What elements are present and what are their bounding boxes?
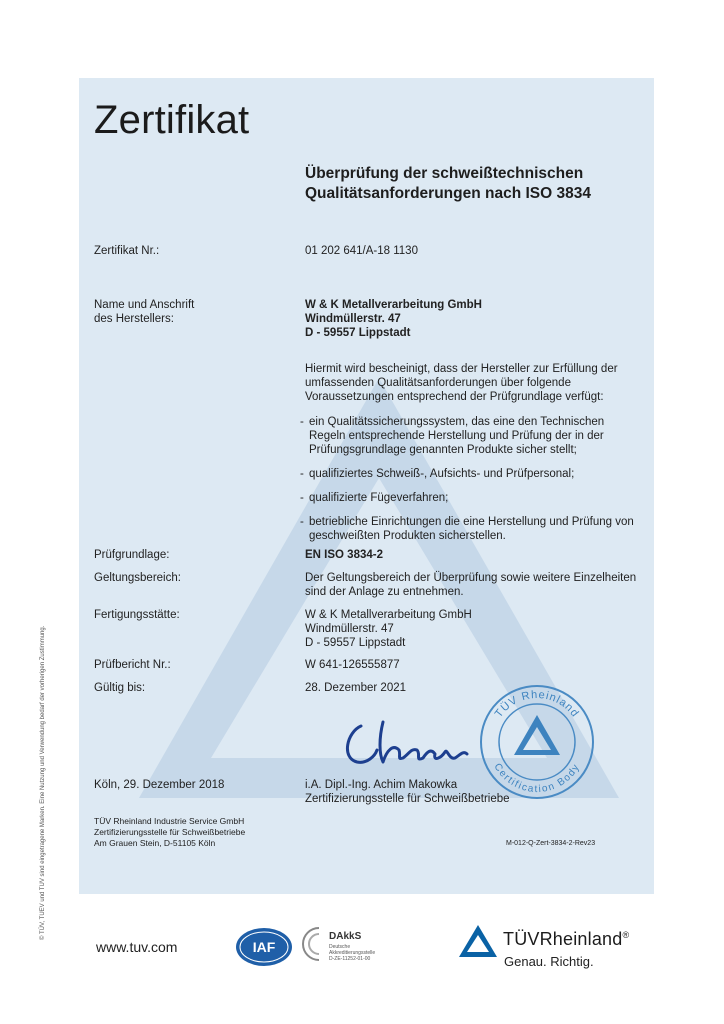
manufacturer-value: W & K Metallverarbeitung GmbH Windmüllerstr. 47 D - 59557 Lippstadt [305,299,482,339]
dakks-logo [299,922,394,970]
tuv-slogan: Genau. Richtig. [504,954,594,969]
test-basis-label: Prüfgrundlage: [94,549,170,561]
valid-until-value: 28. Dezember 2021 [305,682,407,694]
certificate-title: Zertifikat [94,98,250,142]
tuv-triangle-icon [458,924,498,958]
iaf-logo-icon [235,927,293,967]
document-code: M-012-Q-Zert-3834-2-Rev23 [506,840,596,847]
scope-value: Der Geltungsbereich der Überprüfung sowie weitere Einzelheiten sind der Anlage zu entnehmen. [305,572,637,598]
certificate-number-value: 01 202 641/A-18 1130 [305,245,418,257]
test-basis-value: EN ISO 3834-2 [305,549,383,561]
test-report-value: W 641-126555877 [305,659,400,671]
iaf-text: IAF [252,939,276,955]
scope-label: Geltungsbereich: [94,572,181,584]
valid-until-label: Gültig bis: [94,682,146,694]
registered-mark: ® [622,930,630,940]
signature-icon [337,714,487,774]
production-site-label: Fertigungsstätte: [94,609,180,621]
dakks-name: DAkkS [329,931,362,942]
tuv-brand-name: TÜVRheinland [503,929,623,949]
requirements-list [300,415,640,553]
requirement-item: - qualifiziertes Schweiß-, Aufsichts- und Prüfpersonal; [300,467,640,481]
place-date: Köln, 29. Dezember 2018 [94,779,225,791]
stamp-bottom-text: Certification Body [491,761,583,796]
manufacturer-label: Name und Anschrift des Herstellers: [94,299,195,325]
stamp-top-text: TÜV Rheinland [492,688,582,720]
certificate-number-label: Zertifikat Nr.: [94,245,160,257]
certificate-panel [79,78,654,894]
test-report-label: Prüfbericht Nr.: [94,659,171,671]
trademark-note: © TÜV, TUEV und TUV sind eingetragene Marken. Eine Nutzung und Verwendung bedarf der vorherigen Zustimmung. [40,625,46,940]
requirement-item: - betriebliche Einrichtungen die eine Herstellung und Prüfung von geschweißten Produkten sicherstellen. [300,515,640,543]
issuer-address: TÜV Rheinland Industrie Service GmbH Zertifizierungsstelle für Schweißbetriebe Am Grauen Stein, D-51105 Köln [94,816,246,848]
website-link[interactable]: www.tuv.com [96,939,178,955]
requirement-item: - ein Qualitätssicherungssystem, das eine den Technischen Regeln entsprechende Herstellung und Prüfung der in der Prüfungsgrundlage genannten Produkte sicher stellt; [300,415,640,457]
certificate-statement: Hiermit wird bescheinigt, dass der Hersteller zur Erfüllung der umfassenden Qualitätsanforderungen über folgende Voraussetzungen entsprechend der Prüfgrundlage verfügt: [305,363,618,403]
requirement-item: - qualifizierte Fügeverfahren; [300,491,640,505]
dakks-mark-icon [299,924,327,964]
tuv-brand [503,929,629,950]
certificate-subtitle: Überprüfung der schweißtechnischen Qualitätsanforderungen nach ISO 3834 [305,165,591,202]
production-site-value: W & K Metallverarbeitung GmbH Windmüllerstr. 47 D - 59557 Lippstadt [305,609,472,649]
signatory: i.A. Dipl.-Ing. Achim Makowka Zertifizierungsstelle für Schweißbetriebe [305,779,510,805]
dakks-subtitle: Deutsche Akkreditierungsstelle D-ZE-11252-01-00 [329,944,376,962]
